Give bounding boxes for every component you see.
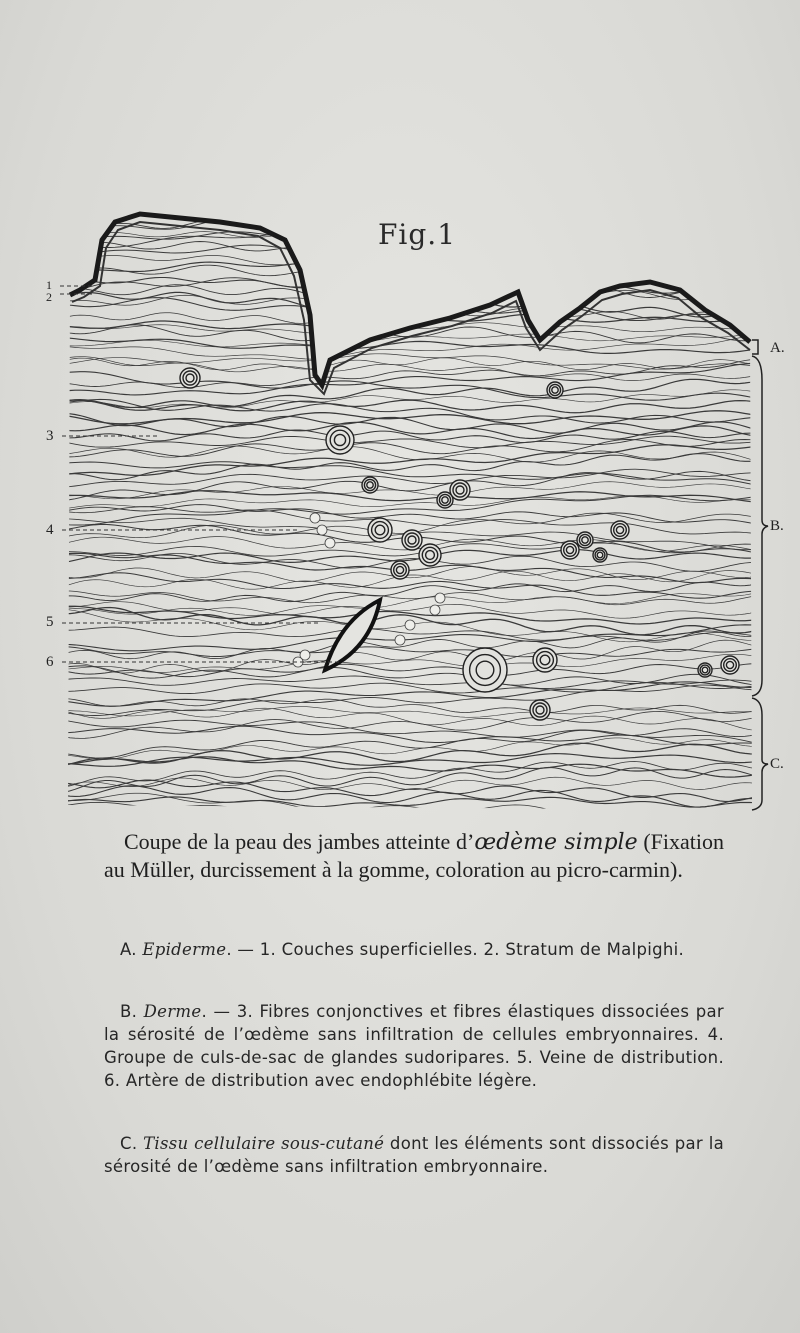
bracket-a: [752, 340, 758, 354]
figure: [40, 200, 800, 820]
figure-label-6: 6: [46, 654, 54, 670]
legend-text-a: . — 1. Couches superficielles. 2. Stratum de Malpighi.: [226, 940, 685, 959]
fibre-line: [65, 411, 755, 424]
legend-item-b: [104, 1000, 724, 1092]
legend-letter-a: A.: [120, 940, 143, 959]
legend-title-c: Tissu cellulaire sous-cutané: [143, 1134, 385, 1153]
legend-item-a: [104, 938, 724, 961]
fibre-line: [65, 298, 755, 322]
figure-label-2: 2: [46, 290, 52, 304]
caption-text-end: (Fixation au Müller, durcissement à la gomme, coloration au picro-carmin).: [104, 829, 724, 882]
fibre-line: [65, 256, 755, 283]
legend-letter-c: C.: [120, 1134, 144, 1153]
legend-text-c: dont les éléments sont dissociés par la sérosité de l’œdème sans infiltration embryonnaire.: [104, 1134, 725, 1176]
figure-label-5: 5: [46, 614, 54, 630]
cell-dot: [435, 593, 445, 603]
cell-dot: [317, 525, 327, 535]
legend-title-b: Derme: [143, 1002, 202, 1021]
fibre-line: [65, 711, 755, 738]
legend-letter-b: B.: [120, 1002, 144, 1021]
caption-italic: œdème simple: [474, 830, 638, 855]
figure-label-1: 1: [46, 278, 52, 292]
fibre-line: [65, 550, 755, 563]
figure-label-c: C.: [770, 756, 784, 772]
figure-label-b: B.: [770, 518, 784, 534]
bracket-c: [752, 698, 768, 810]
cell-dot: [325, 538, 335, 548]
dermis-fibres: [65, 209, 755, 820]
fibre-line: [65, 338, 755, 354]
figure-title: Fig.1: [378, 218, 457, 251]
caption-text: Coupe de la peau des jambes atteinte d’: [124, 829, 475, 854]
legend-text-b: . — 3. Fibres conjonctives et fibres élastiques dissociées par la sérosité de l’œdème sans infiltration de cellules embryonnaires. 4. Groupe de culs-de-sac de glandes sudoripares. 5. Veine de distribution. 6. Artère de distribution avec endophlébite légère.: [104, 1002, 725, 1090]
skin-section-illustration: [40, 200, 800, 820]
figure-label-4: 4: [46, 522, 54, 538]
right-brackets: [752, 340, 768, 810]
fibre-line: [65, 292, 755, 317]
cell-dot: [310, 513, 320, 523]
fibre-line: [65, 554, 755, 572]
fibre-line: [65, 454, 755, 480]
legend-title-a: Epiderme: [142, 940, 227, 959]
fibre-line: [65, 252, 755, 273]
fibre-line: [65, 664, 755, 677]
fibre-line: [65, 726, 755, 745]
bracket-b: [752, 356, 768, 696]
figure-caption: [104, 828, 724, 883]
cell-dot: [405, 620, 415, 630]
fibre-line: [65, 363, 755, 395]
fibre-line: [65, 414, 755, 434]
vein-shape: [325, 600, 380, 670]
fibre-line: [65, 462, 755, 485]
fibre-line: [65, 654, 755, 672]
fibre-line: [65, 471, 755, 500]
figure-label-a: A.: [770, 340, 785, 356]
legend-item-c: [104, 1132, 724, 1178]
fibre-line: [65, 593, 755, 615]
fibre-line: [65, 768, 755, 793]
cell-dot: [395, 635, 405, 645]
fibre-line: [65, 430, 755, 443]
cell-dot: [430, 605, 440, 615]
fibre-line: [65, 757, 755, 777]
figure-label-3: 3: [46, 428, 54, 444]
